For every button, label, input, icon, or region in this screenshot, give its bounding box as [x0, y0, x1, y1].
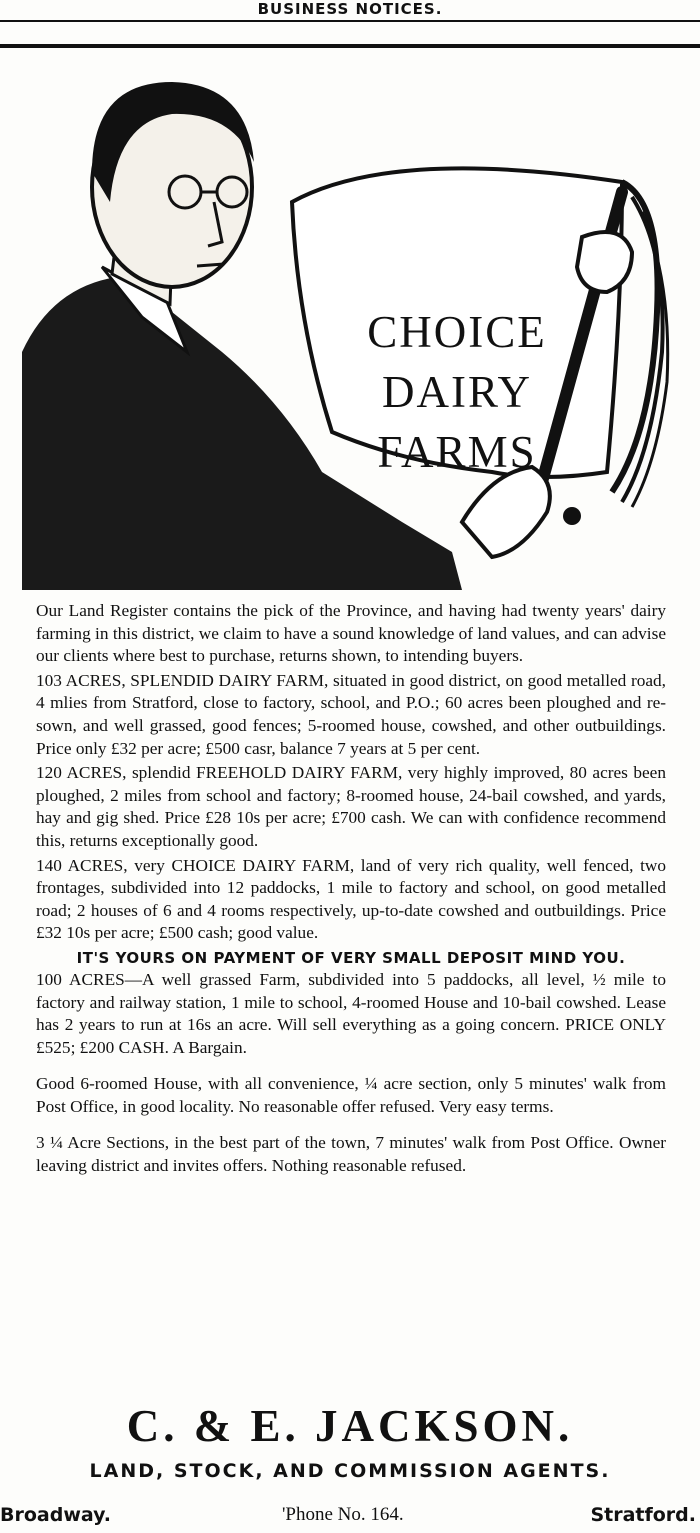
- listing-120-acres: 120 ACRES, splendid FREEHOLD DAIRY FARM, very highly improved, 80 acres been ploughed, 2 miles from school and factory; 8-roomed house, 24-bail cowshed, and yards, hay and gig shed. Price £28 10s per acre; £700 cash. We can with confidence recommend this, returns exceptionally good.: [36, 763, 666, 850]
- banner-headline: [332, 302, 582, 482]
- listing-100-acres: 100 ACRES—A well grassed Farm, subdivided into 5 paddocks, all level, ½ mile to factory and railway station, 1 mile to school, 4-roomed House and 10-bail cowshed. Lease has 2 years to run at 16s an acre. Will sell everything as a going concern. PRICE ONLY £525; £200 CASH. A Bargain.: [36, 969, 666, 1057]
- intro-paragraph: Our Land Register contains the pick of the Province, and having had twenty years' dairy farming in this district, we claim to have a sound knowledge of land values, and can advise our clients where best to purchase, returns shown, to intending buyers.: [36, 601, 666, 666]
- page-header: BUSINESS NOTICES.: [257, 0, 443, 18]
- header-rule: [0, 20, 700, 22]
- sections-listing: 3 ¼ Acre Sections, in the best part of the town, 7 minutes' walk from Post Office. Owner leaving district and invites offers. Nothing reasonable refused.: [36, 1133, 666, 1176]
- advert-illustration: [22, 52, 700, 590]
- advert-body: [36, 600, 666, 1180]
- listing-103-acres: 103 ACRES, SPLENDID DAIRY FARM, situated in good district, on good metalled road, 4 mlies from Stratford, close to factory, school, and P.O.; 60 acres been ploughed and re-sown, and well grassed, good fences; 5-roomed house, cowshed, and other outbuildings. Price only £32 per acre; £500 casr, balance 7 years at 5 per cent.: [36, 670, 666, 758]
- footer-phone: 'Phone No. 164.: [282, 1504, 404, 1525]
- firm-role: LAND, STOCK, AND COMMISSION AGENTS.: [89, 1460, 611, 1482]
- deposit-notice: IT'S YOURS ON PAYMENT OF VERY SMALL DEPOSIT MIND YOU.: [76, 948, 626, 967]
- house-listing: Good 6-roomed House, with all convenience, ¼ acre section, only 5 minutes' walk from Post Office, in good locality. No reasonable offer refused. Very easy terms.: [36, 1074, 666, 1116]
- banner-line-1: CHOICE: [367, 307, 547, 357]
- firm-name: C. & E. JACKSON.: [126, 1401, 574, 1451]
- ad-top-border: [0, 44, 700, 48]
- footer-street: Broadway.: [0, 1504, 111, 1526]
- banner-line-3: FARMS: [377, 427, 537, 477]
- listing-140-acres: 140 ACRES, very CHOICE DAIRY FARM, land of very rich quality, well fenced, two frontages, subdivided into 12 paddocks, 1 mile to factory and school, on good metalled road; 2 houses of 6 and 4 rooms respectively, up-to-date cowshed and outbuildings. Price £32 10s per acre; £500 cash; good value.: [36, 855, 666, 943]
- footer-town: Stratford.: [590, 1504, 696, 1526]
- banner-line-2: DAIRY: [381, 367, 532, 417]
